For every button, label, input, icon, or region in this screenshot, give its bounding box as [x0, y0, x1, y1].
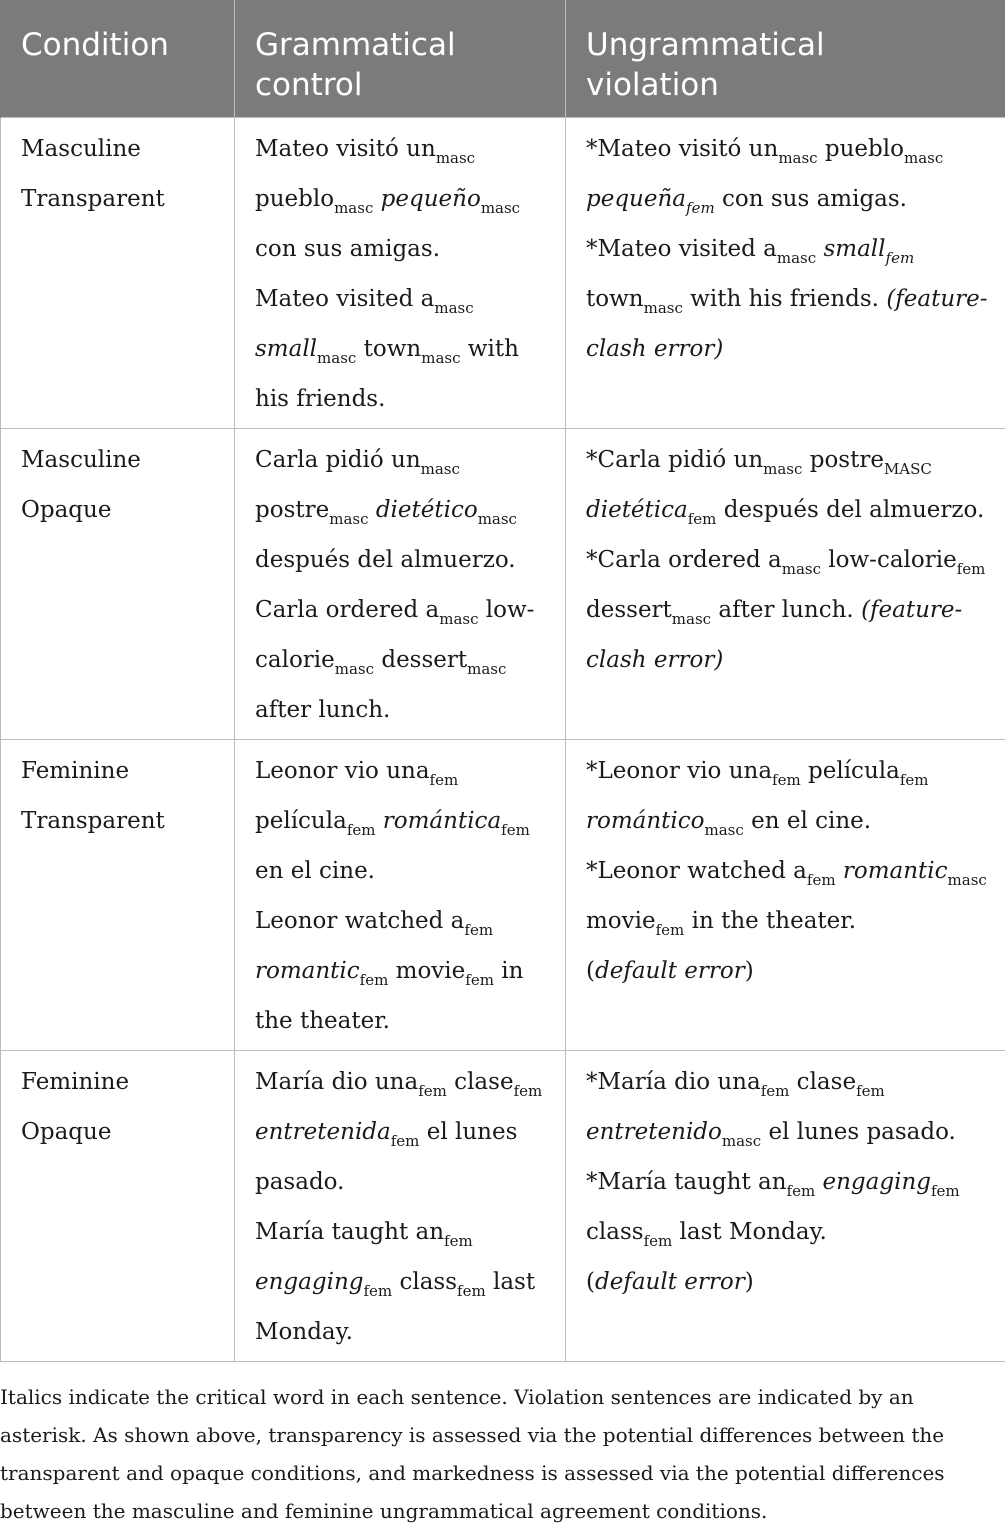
sentence-line — [255, 324, 545, 374]
gender-subscript: fem — [390, 1131, 420, 1150]
italic-segment: default error — [594, 958, 745, 984]
sentence-line: Feminine — [21, 1069, 130, 1095]
text-segment: calorie — [255, 647, 335, 673]
italic-segment: clash error) — [586, 647, 724, 673]
sentence-line — [586, 585, 985, 635]
sentence-line: Transparent — [21, 808, 165, 834]
text-segment — [373, 186, 380, 212]
text-segment: in — [493, 958, 524, 984]
sentence-line — [255, 174, 545, 224]
gender-subscript: fem — [856, 1081, 885, 1100]
sentence-line — [255, 1257, 545, 1307]
text-segment: clase — [789, 1069, 857, 1095]
text-segment: Mateo visitó un — [255, 136, 436, 162]
table-footnote — [0, 1378, 995, 1530]
sentence-line — [255, 585, 545, 635]
text-segment: after lunch. — [711, 597, 862, 623]
gender-subscript: fem — [686, 198, 715, 217]
text-segment: el lunes — [419, 1119, 518, 1145]
text-segment: after lunch. — [255, 697, 391, 723]
sentence-line — [586, 846, 985, 896]
italic-segment: pequeña — [586, 186, 687, 212]
sentence-line — [586, 224, 985, 274]
gender-subscript: fem — [687, 509, 717, 528]
header-condition — [1, 0, 235, 118]
sentence-line: Transparent — [21, 186, 165, 212]
sentence-line — [586, 746, 985, 796]
text-segment: dessert — [586, 597, 672, 623]
text-segment: clase — [446, 1069, 514, 1095]
sentence-line — [586, 435, 985, 485]
sentence-line — [255, 1057, 545, 1107]
table-row — [1, 1051, 1005, 1362]
text-segment: película — [800, 758, 900, 784]
text-segment: *Leonor watched a — [586, 858, 807, 884]
text-segment — [836, 858, 843, 884]
italic-segment: clash error) — [586, 336, 724, 362]
sentence-line — [586, 635, 985, 685]
text-segment: low- — [478, 597, 535, 623]
text-segment — [369, 497, 376, 523]
text-segment: en el cine. — [743, 808, 872, 834]
sentence-line — [255, 746, 545, 796]
italic-segment: dietético — [375, 497, 478, 523]
gender-subscript: masc — [317, 348, 357, 367]
text-segment: película — [255, 808, 347, 834]
gender-subscript: masc — [903, 148, 944, 167]
text-segment: town — [356, 336, 422, 362]
sentence-line — [255, 996, 545, 1046]
text-segment: last Monday. — [672, 1219, 827, 1245]
gender-subscript: fem — [465, 970, 494, 989]
text-segment: *Carla ordered a — [586, 547, 782, 573]
gender-subscript: fem — [444, 1231, 473, 1250]
gender-subscript: masc — [329, 509, 369, 528]
control-cell — [235, 740, 566, 1051]
text-segment: last — [485, 1269, 536, 1295]
gender-subscript: fem — [464, 920, 494, 939]
sentence-line — [586, 174, 985, 224]
text-segment: pasado. — [255, 1169, 345, 1195]
italic-segment: default error — [594, 1269, 745, 1295]
gender-subscript: masc — [434, 298, 474, 317]
text-segment: en el cine. — [255, 858, 375, 884]
sentence-line — [255, 1157, 545, 1207]
sentence-line — [255, 435, 545, 485]
gender-subscript: fem — [930, 1181, 960, 1200]
italic-segment: small — [823, 236, 886, 262]
sentence-line — [255, 1207, 545, 1257]
sentence-line: Masculine — [21, 136, 141, 162]
gender-subscript: fem — [418, 1081, 447, 1100]
text-segment: ) — [744, 958, 754, 984]
sentence-line — [255, 946, 545, 996]
text-segment: Leonor vio una — [255, 758, 430, 784]
gender-subscript: fem — [429, 770, 459, 789]
footnote-line: transparent and opaque conditions, and markedness is assessed via the potential differences — [0, 1461, 945, 1485]
gender-subscript: fem — [899, 770, 929, 789]
text-segment: después del almuerzo. — [716, 497, 985, 523]
sentence-line — [255, 846, 545, 896]
gender-subscript: masc — [421, 348, 461, 367]
italic-segment: (feature- — [886, 286, 988, 312]
control-cell — [235, 429, 566, 740]
text-segment: Carla ordered a — [255, 597, 440, 623]
gender-subscript: masc — [947, 870, 987, 889]
text-segment: María dio una — [255, 1069, 419, 1095]
header-line: Grammatical — [255, 27, 456, 63]
text-segment: pueblo — [255, 186, 335, 212]
condition-cell — [1, 429, 235, 740]
text-segment: ) — [744, 1269, 754, 1295]
gender-subscript: masc — [721, 1131, 762, 1150]
sentence-line — [255, 224, 545, 274]
text-segment: Mateo visited a — [255, 286, 435, 312]
condition-cell — [1, 118, 235, 429]
violation-cell — [566, 118, 1005, 429]
text-segment: el lunes pasado. — [761, 1119, 956, 1145]
text-segment — [375, 808, 382, 834]
sentence-line — [255, 796, 545, 846]
sentence-line: Opaque — [21, 1119, 112, 1145]
text-segment: with — [460, 336, 519, 362]
text-segment: movie — [586, 908, 656, 934]
gender-subscript: fem — [956, 559, 986, 578]
gender-subscript: fem — [363, 1281, 393, 1300]
gender-subscript: masc — [420, 459, 460, 478]
text-segment: *Mateo visitó un — [586, 136, 779, 162]
italic-segment: entretenido — [586, 1119, 722, 1145]
text-segment: María taught an — [255, 1219, 445, 1245]
italic-segment: small — [255, 336, 318, 362]
gender-subscript: masc — [781, 559, 821, 578]
italic-segment: engaging — [255, 1269, 364, 1295]
text-segment: *María dio una — [586, 1069, 761, 1095]
italic-segment: romántico — [586, 808, 705, 834]
table-row — [1, 118, 1005, 429]
sentence-line — [255, 274, 545, 324]
sentence-line — [586, 1057, 985, 1107]
gender-subscript: masc — [477, 509, 517, 528]
sentence-line: Opaque — [21, 497, 112, 523]
gender-subscript: masc — [643, 298, 683, 317]
gender-subscript: masc — [704, 820, 744, 839]
italic-segment: romantic — [255, 958, 360, 984]
text-segment: después del almuerzo. — [255, 547, 516, 573]
gender-subscript: fem — [806, 870, 836, 889]
italic-segment: engaging — [822, 1169, 931, 1195]
text-segment: the theater. — [255, 1008, 390, 1034]
text-segment: postre — [255, 497, 330, 523]
violation-cell — [566, 429, 1005, 740]
text-segment: ( — [586, 958, 595, 984]
table-body — [1, 118, 1005, 1362]
text-segment: Leonor watched a — [255, 908, 465, 934]
gender-subscript: masc — [467, 659, 507, 678]
sentence-line — [255, 635, 545, 685]
header-line: control — [255, 67, 363, 103]
sentence-line — [586, 485, 985, 535]
sentence-line — [586, 1107, 985, 1157]
header-line: Condition — [21, 27, 169, 63]
text-segment: ( — [586, 1269, 595, 1295]
gender-subscript: fem — [760, 1081, 790, 1100]
sentence-line — [255, 896, 545, 946]
footnote-line: Italics indicate the critical word in each sentence. Violation sentences are indicated by an — [0, 1385, 914, 1409]
gender-subscript: masc — [778, 148, 818, 167]
gender-subscript: masc — [435, 148, 476, 167]
header-line: violation — [586, 67, 719, 103]
italic-segment: romantic — [842, 858, 948, 884]
sentence-line — [586, 896, 985, 946]
condition-cell — [1, 1051, 235, 1362]
gender-subscript: fem — [359, 970, 389, 989]
gender-subscript: masc — [334, 659, 375, 678]
sentence-line — [586, 1157, 985, 1207]
gender-subscript: fem — [786, 1181, 816, 1200]
gender-subscript: masc — [776, 248, 817, 267]
footnote-line: between the masculine and feminine ungrammatical agreement conditions. — [0, 1499, 768, 1523]
header-grammatical-control — [235, 0, 566, 118]
text-segment: Monday. — [255, 1319, 353, 1345]
sentence-line — [255, 535, 545, 585]
header-line: Ungrammatical — [586, 27, 825, 63]
footnote-line: asterisk. As shown above, transparency is assessed via the potential differences between the — [0, 1423, 945, 1447]
sentence-line — [586, 796, 985, 846]
text-segment — [815, 1169, 822, 1195]
sentence-line — [586, 946, 985, 996]
gender-subscript: masc — [763, 459, 803, 478]
table-row — [1, 740, 1005, 1051]
text-segment: class — [392, 1269, 458, 1295]
gender-subscript: fem — [772, 770, 801, 789]
violation-cell — [566, 1051, 1005, 1362]
gender-subscript: fem — [457, 1281, 486, 1300]
violation-cell — [566, 740, 1005, 1051]
sentence-line — [255, 124, 545, 174]
table-row — [1, 429, 1005, 740]
sentence-line: Feminine — [21, 758, 130, 784]
text-segment: con sus amigas. — [714, 186, 907, 212]
italic-segment: (feature- — [861, 597, 963, 623]
text-segment: town — [586, 286, 644, 312]
gender-subscript: fem — [346, 820, 376, 839]
sentence-line — [255, 1107, 545, 1157]
sentence-line — [586, 274, 988, 324]
italic-segment: entretenida — [255, 1119, 391, 1145]
sentence-line: Masculine — [21, 447, 141, 473]
gender-subscript: masc — [334, 198, 374, 217]
sentence-line — [586, 124, 985, 174]
text-segment: *María taught an — [586, 1169, 787, 1195]
sentence-line — [255, 485, 545, 535]
text-segment: *Carla pidió un — [586, 447, 764, 473]
text-segment: class — [586, 1219, 644, 1245]
text-segment: with his friends. — [682, 286, 887, 312]
text-segment: low-calorie — [820, 547, 957, 573]
text-segment: his friends. — [255, 386, 386, 412]
gender-subscript: masc — [480, 198, 521, 217]
header-row — [1, 0, 1005, 118]
sentence-line — [586, 535, 985, 585]
gender-subscript: fem — [513, 1081, 543, 1100]
condition-cell — [1, 740, 235, 1051]
text-segment: *Leonor vio una — [586, 758, 773, 784]
text-segment: *Mateo visited a — [586, 236, 777, 262]
sentence-line — [255, 1307, 545, 1357]
sentence-line — [586, 1257, 985, 1307]
text-segment: postre — [802, 447, 884, 473]
control-cell — [235, 1051, 566, 1362]
sentence-line — [255, 685, 545, 735]
text-segment: pueblo — [817, 136, 904, 162]
text-segment: in the theater. — [684, 908, 857, 934]
sentence-line — [586, 324, 985, 374]
gender-subscript: fem — [501, 820, 530, 839]
sentence-line — [255, 374, 545, 424]
italic-segment: romántica — [382, 808, 502, 834]
gender-subscript: fem — [655, 920, 685, 939]
gender-subscript: MASC — [883, 459, 932, 478]
gender-subscript: masc — [671, 609, 712, 628]
header-ungrammatical-violation — [566, 0, 1005, 118]
control-cell — [235, 118, 566, 429]
italic-segment: pequeño — [380, 186, 481, 212]
text-segment: Carla pidió un — [255, 447, 421, 473]
sentence-line — [586, 1207, 985, 1257]
gender-subscript: fem — [643, 1231, 673, 1250]
gender-subscript: fem — [885, 248, 915, 267]
text-segment: dessert — [374, 647, 468, 673]
text-segment: movie — [388, 958, 466, 984]
gender-subscript: masc — [439, 609, 479, 628]
text-segment: con sus amigas. — [255, 236, 441, 262]
italic-segment: dietética — [586, 497, 688, 523]
